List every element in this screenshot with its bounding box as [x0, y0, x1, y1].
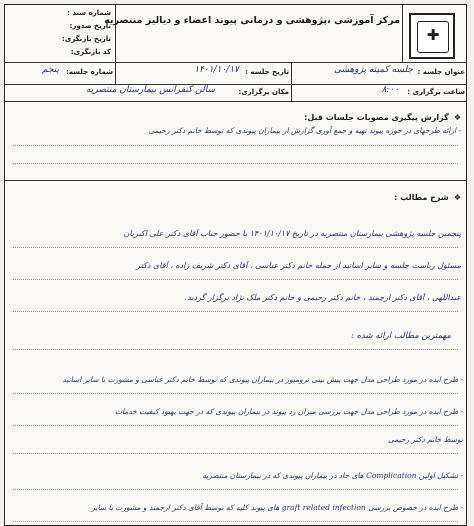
- header-divider: [5, 62, 466, 63]
- hospital-logo: [409, 13, 455, 59]
- place-value: سالن کنفرانس بیمارستان منتصریه: [86, 85, 215, 95]
- issue-date-label: تاریخ صدور:: [69, 22, 111, 30]
- time-label: ساعت برگزاری :: [407, 88, 465, 96]
- description-subheading: مهمترین مطالب ارائه شده :: [351, 331, 451, 341]
- item-1: - طرح ایده در مورد طراحی مدل جهت پیش بینی ترومبوز در بیماران پیوندی که توسط خانم دکتر عباسی و مشورت با سایر اساتید: [62, 375, 463, 384]
- review-code-label: کد بازنگری:: [70, 48, 111, 56]
- review-date-label: تاریخ بازنگری:: [62, 35, 111, 43]
- followup-bottom-divider: [5, 180, 466, 181]
- session-number-label: شماره جلسه:: [66, 68, 113, 76]
- date-label: تاریخ جلسه :: [245, 68, 289, 76]
- item-2: - طرح ایده در مورد طراحی مدل جهت بررسی میزان رد پیوند در بیماران پیوندی که در جهت بهبود کیفیت خدمات: [114, 407, 463, 416]
- meeting-col-divider-2: [291, 62, 292, 101]
- description-rule-3: [13, 311, 458, 312]
- followup-title: گزارش پیگیری مصوبات جلسات قبل:: [304, 113, 449, 122]
- subject-value: جلسه کمیته پژوهشی: [334, 65, 413, 75]
- hospital-emblem-icon: ✚: [417, 21, 449, 53]
- paragraph-line-2: مسئول ریاست جلسه و سایر اساتید از جمله خانم دکتر عباسی ، آقای دکتر شریف زاده ، آقای دکتر: [136, 261, 461, 270]
- header-right-divider: [402, 5, 403, 62]
- paragraph-line-1: پنجمین جلسه پژوهشی بیمارستان منتصریه در تاریخ ۱۴۰۱/۱۰/۱۷ با حضور جناب آقای دکتر علی اکبریان: [123, 229, 461, 238]
- description-rule-1: [13, 247, 458, 248]
- session-number-value: پنجم: [41, 65, 59, 75]
- description-heading: [205, 185, 461, 204]
- followup-heading: [205, 105, 461, 124]
- item-3: - تشکیل اولین Complication های حاد در بیماران پیوندی که در بیمارستان منتصریه: [202, 471, 463, 480]
- description-rule-2: [13, 279, 458, 280]
- minutes-form: [4, 4, 467, 526]
- description-rule-9: [13, 521, 458, 522]
- description-rule-4: [13, 349, 458, 350]
- description-title: شرح مطالب :: [394, 193, 449, 202]
- time-value: ۸:۰۰: [381, 85, 399, 95]
- description-rule-5: [13, 393, 458, 394]
- page-title: مرکز آموزشی ،پژوهشی و درمانی پیوند اعضاء و دیالیز منتصریه: [104, 15, 400, 26]
- item-2-continuation: توسط خانم دکتر رحیمی: [388, 435, 463, 444]
- meeting-bottom-divider: [5, 101, 466, 102]
- date-value: ۱۴۰۱/۱۰/۱۷: [194, 65, 239, 75]
- description-rule-7: [13, 453, 458, 454]
- place-label: مکان برگزاری:: [238, 88, 289, 96]
- description-rule-8: [13, 489, 458, 490]
- meeting-col-divider-1: [115, 62, 116, 84]
- subject-label: عنوان جلسه :: [417, 68, 465, 76]
- description-marker-icon: ❖: [453, 193, 461, 202]
- item-4: - طرح ایده در خصوص بررسی graft related infection های پیوند کلیه که توسط آقای دکتر ارجمند و مشورت با سایر: [91, 503, 463, 512]
- followup-rule-2: [13, 163, 458, 164]
- doc-number-label: شماره سند :: [67, 9, 111, 17]
- description-rule-6: [13, 425, 458, 426]
- paragraph-line-3: عبداللهی ، آقای دکتر ارجمند ، خانم دکتر رحیمی و خانم دکتر ملک نژاد برگزار گردید.: [184, 293, 461, 302]
- followup-marker-icon: ❖: [453, 113, 461, 122]
- followup-line: - ارائه طرحهای در حوزه پیوند تهیه و جمع آوری گزارش از بیماران پیوندی که توسط خانم دکتر رحیمی: [148, 126, 461, 135]
- header-left-divider: [115, 5, 116, 62]
- followup-rule-1: [13, 145, 458, 146]
